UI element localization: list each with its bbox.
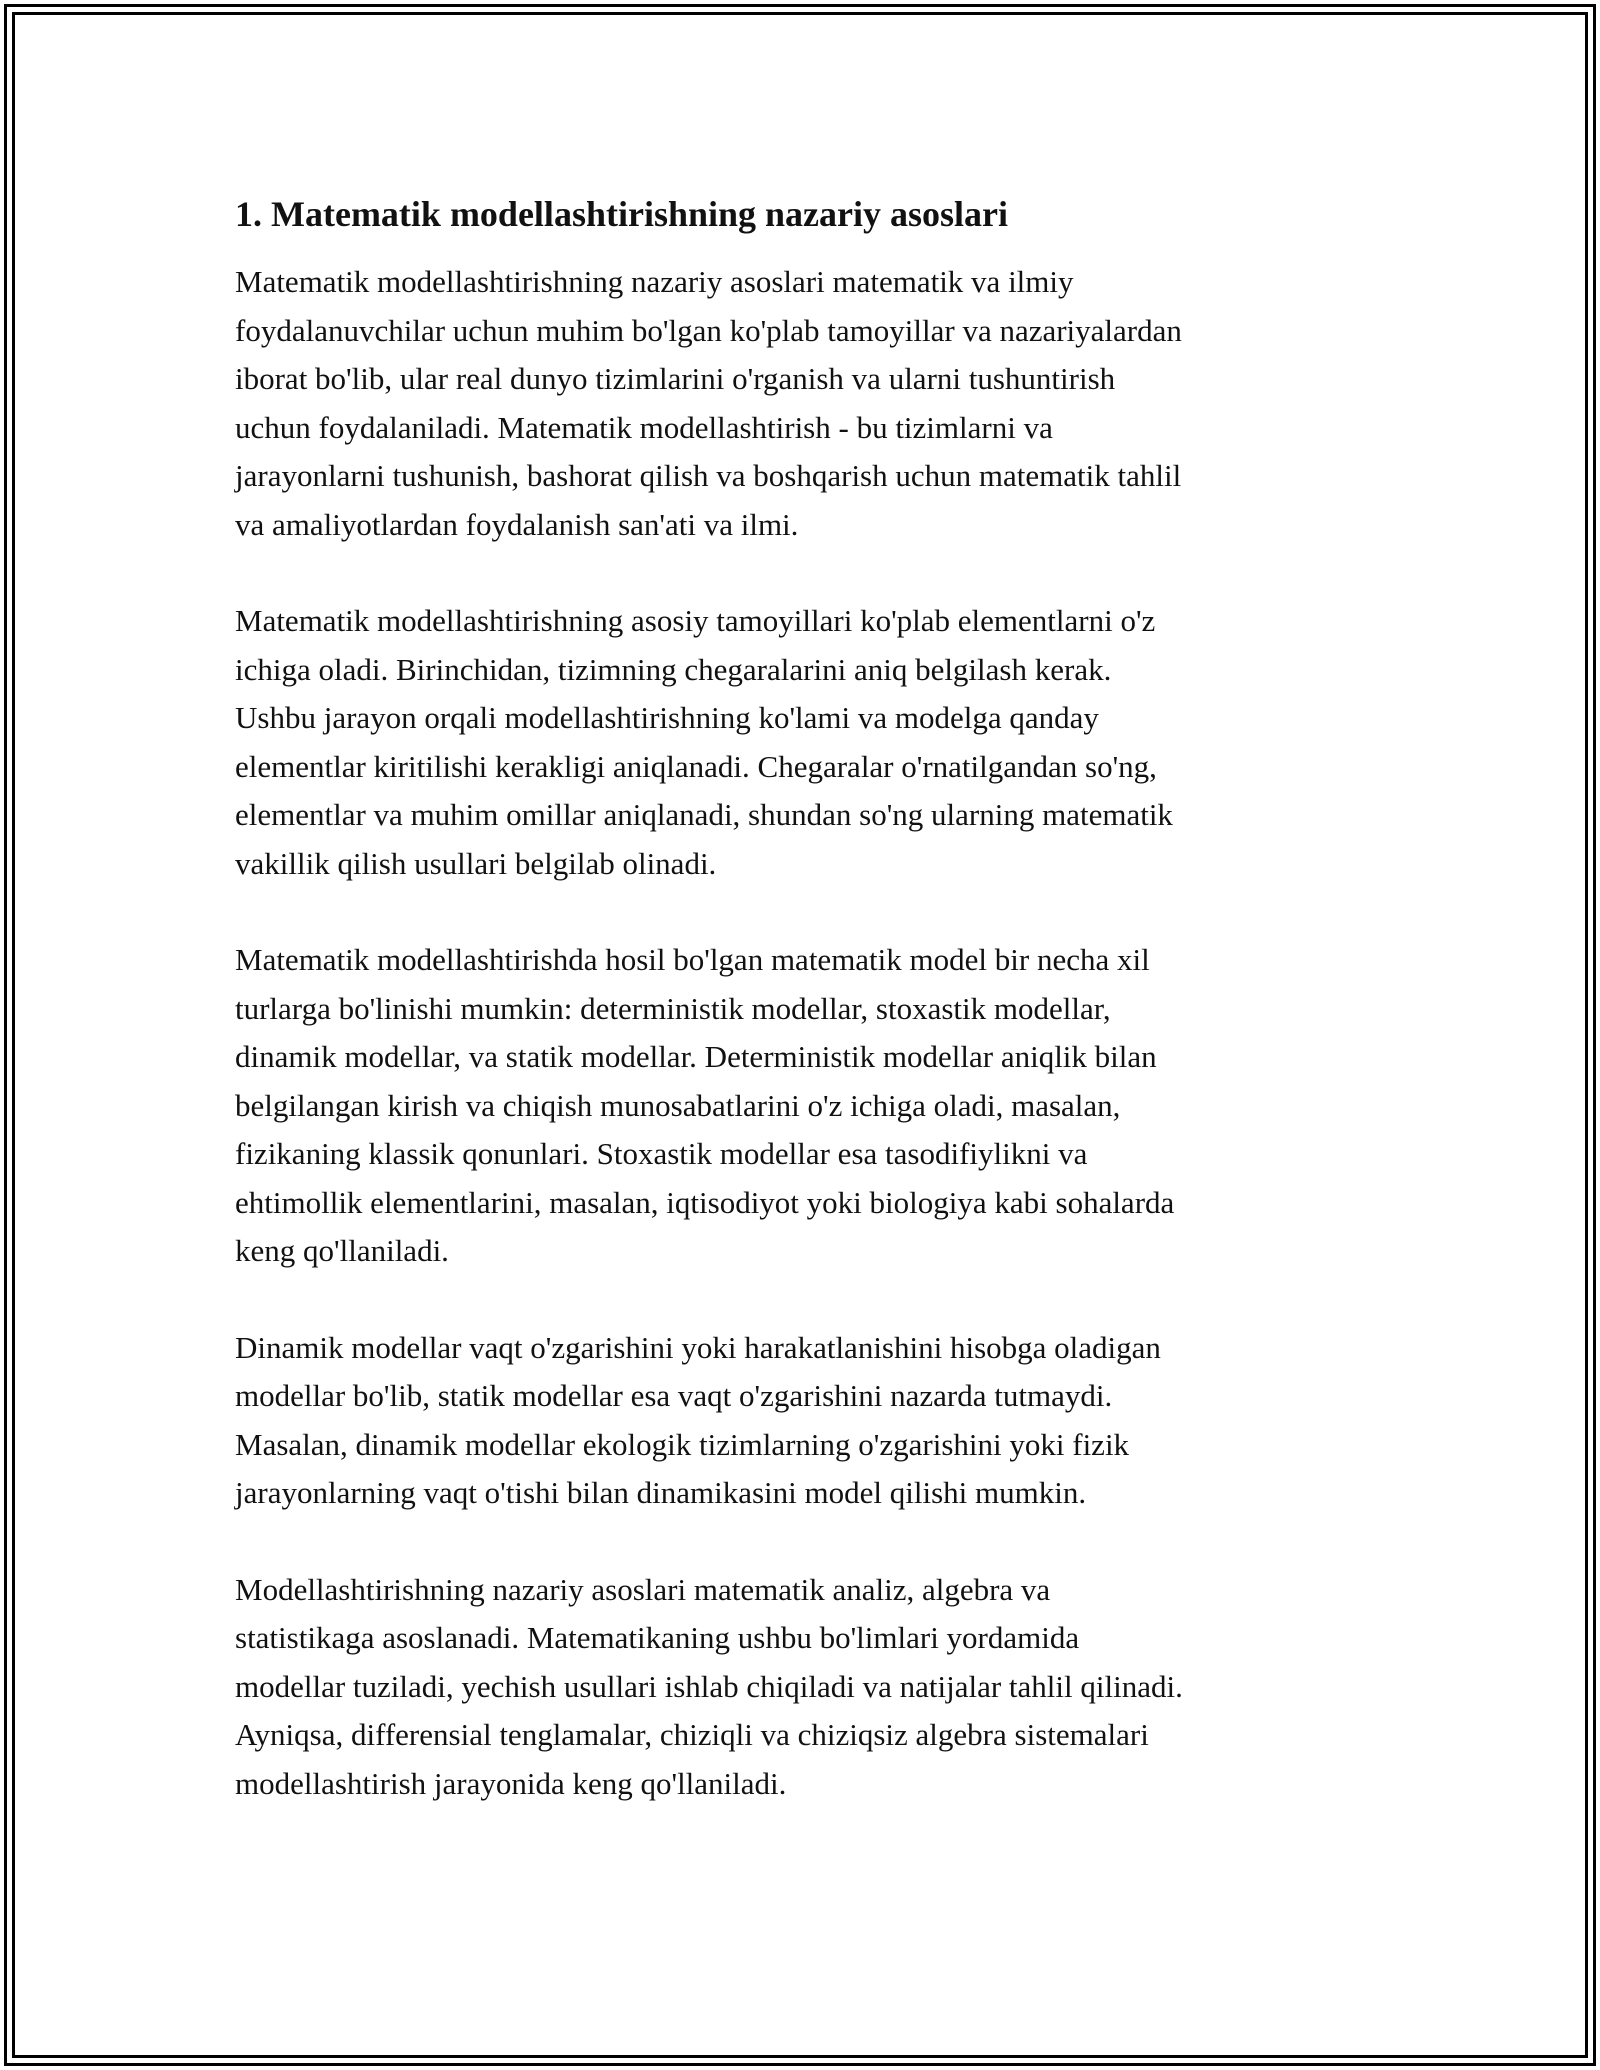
section-title: 1. Matematik modellashtirishning nazariy asoslari [235,194,1008,234]
paragraph-2: Matematik modellashtirishning asosiy tamoyillari ko'plab elementlarni o'z ichiga oladi. Birinchidan, tizimning chegaralarini aniq belgilash kerak. Ushbu jarayon orqali modellashtirishning ko'lami va modelga qanday elementlar kiritilishi kerakligi aniqlanadi. Chegaralar o'rnatilgandan so'ng, elementlar va muhim omillar aniqlanadi, shundan so'ng ularning matematik vakillik qilish usullari belgilab olinadi. [235,603,1173,881]
document-body [235,186,1375,1856]
paragraph-4: Dinamik modellar vaqt o'zgarishini yoki harakatlanishini hisobga oladigan modellar bo'lib, statik modellar esa vaqt o'zgarishini nazarda tutmaydi. Masalan, dinamik modellar ekologik tizimlarning o'zgarishini yoki fizik jarayonlarning vaqt o'tishi bilan dinamikasini model qilishi mumkin. [235,1329,1161,1510]
paragraph-3: Matematik modellashtirishda hosil bo'lgan matematik model bir necha xil turlarga bo'linishi mumkin: deterministik modellar, stoxastik modellar, dinamik modellar, va statik modellar. Deterministik modellar aniqlik bilan belgilangan kirish va chiqish munosabatlarini o'z ichiga oladi, masalan, fizikaning klassik qonunlari. Stoxastik modellar esa tasodifiylikni va ehtimollik elementlarini, masalan, iqtisodiyot yoki biologiya kabi sohalarda keng qo'llaniladi. [235,942,1175,1268]
paragraph-1: Matematik modellashtirishning nazariy asoslari matematik va ilmiy foydalanuvchilar uchun muhim bo'lgan ko'plab tamoyillar va nazariyalardan iborat bo'lib, ular real dunyo tizimlarini o'rganish va ularni tushuntirish uchun foydalaniladi. Matematik modellashtirish - bu tizimlarni va jarayonlarni tushunish, bashorat qilish va boshqarish uchun matematik tahlil va amaliyotlardan foydalanish san'ati va ilmi. [235,264,1182,542]
paragraph-5: Modellashtirishning nazariy asoslari matematik analiz, algebra va statistikaga asoslanadi. Matematikaning ushbu bo'limlari yordamida modellar tuziladi, yechish usullari ishlab chiqiladi va natijalar tahlil qilinadi. Ayniqsa, differensial tenglamalar, chiziqli va chiziqsiz algebra sistemalari modellashtirish jarayonida keng qo'llaniladi. [235,1571,1183,1801]
